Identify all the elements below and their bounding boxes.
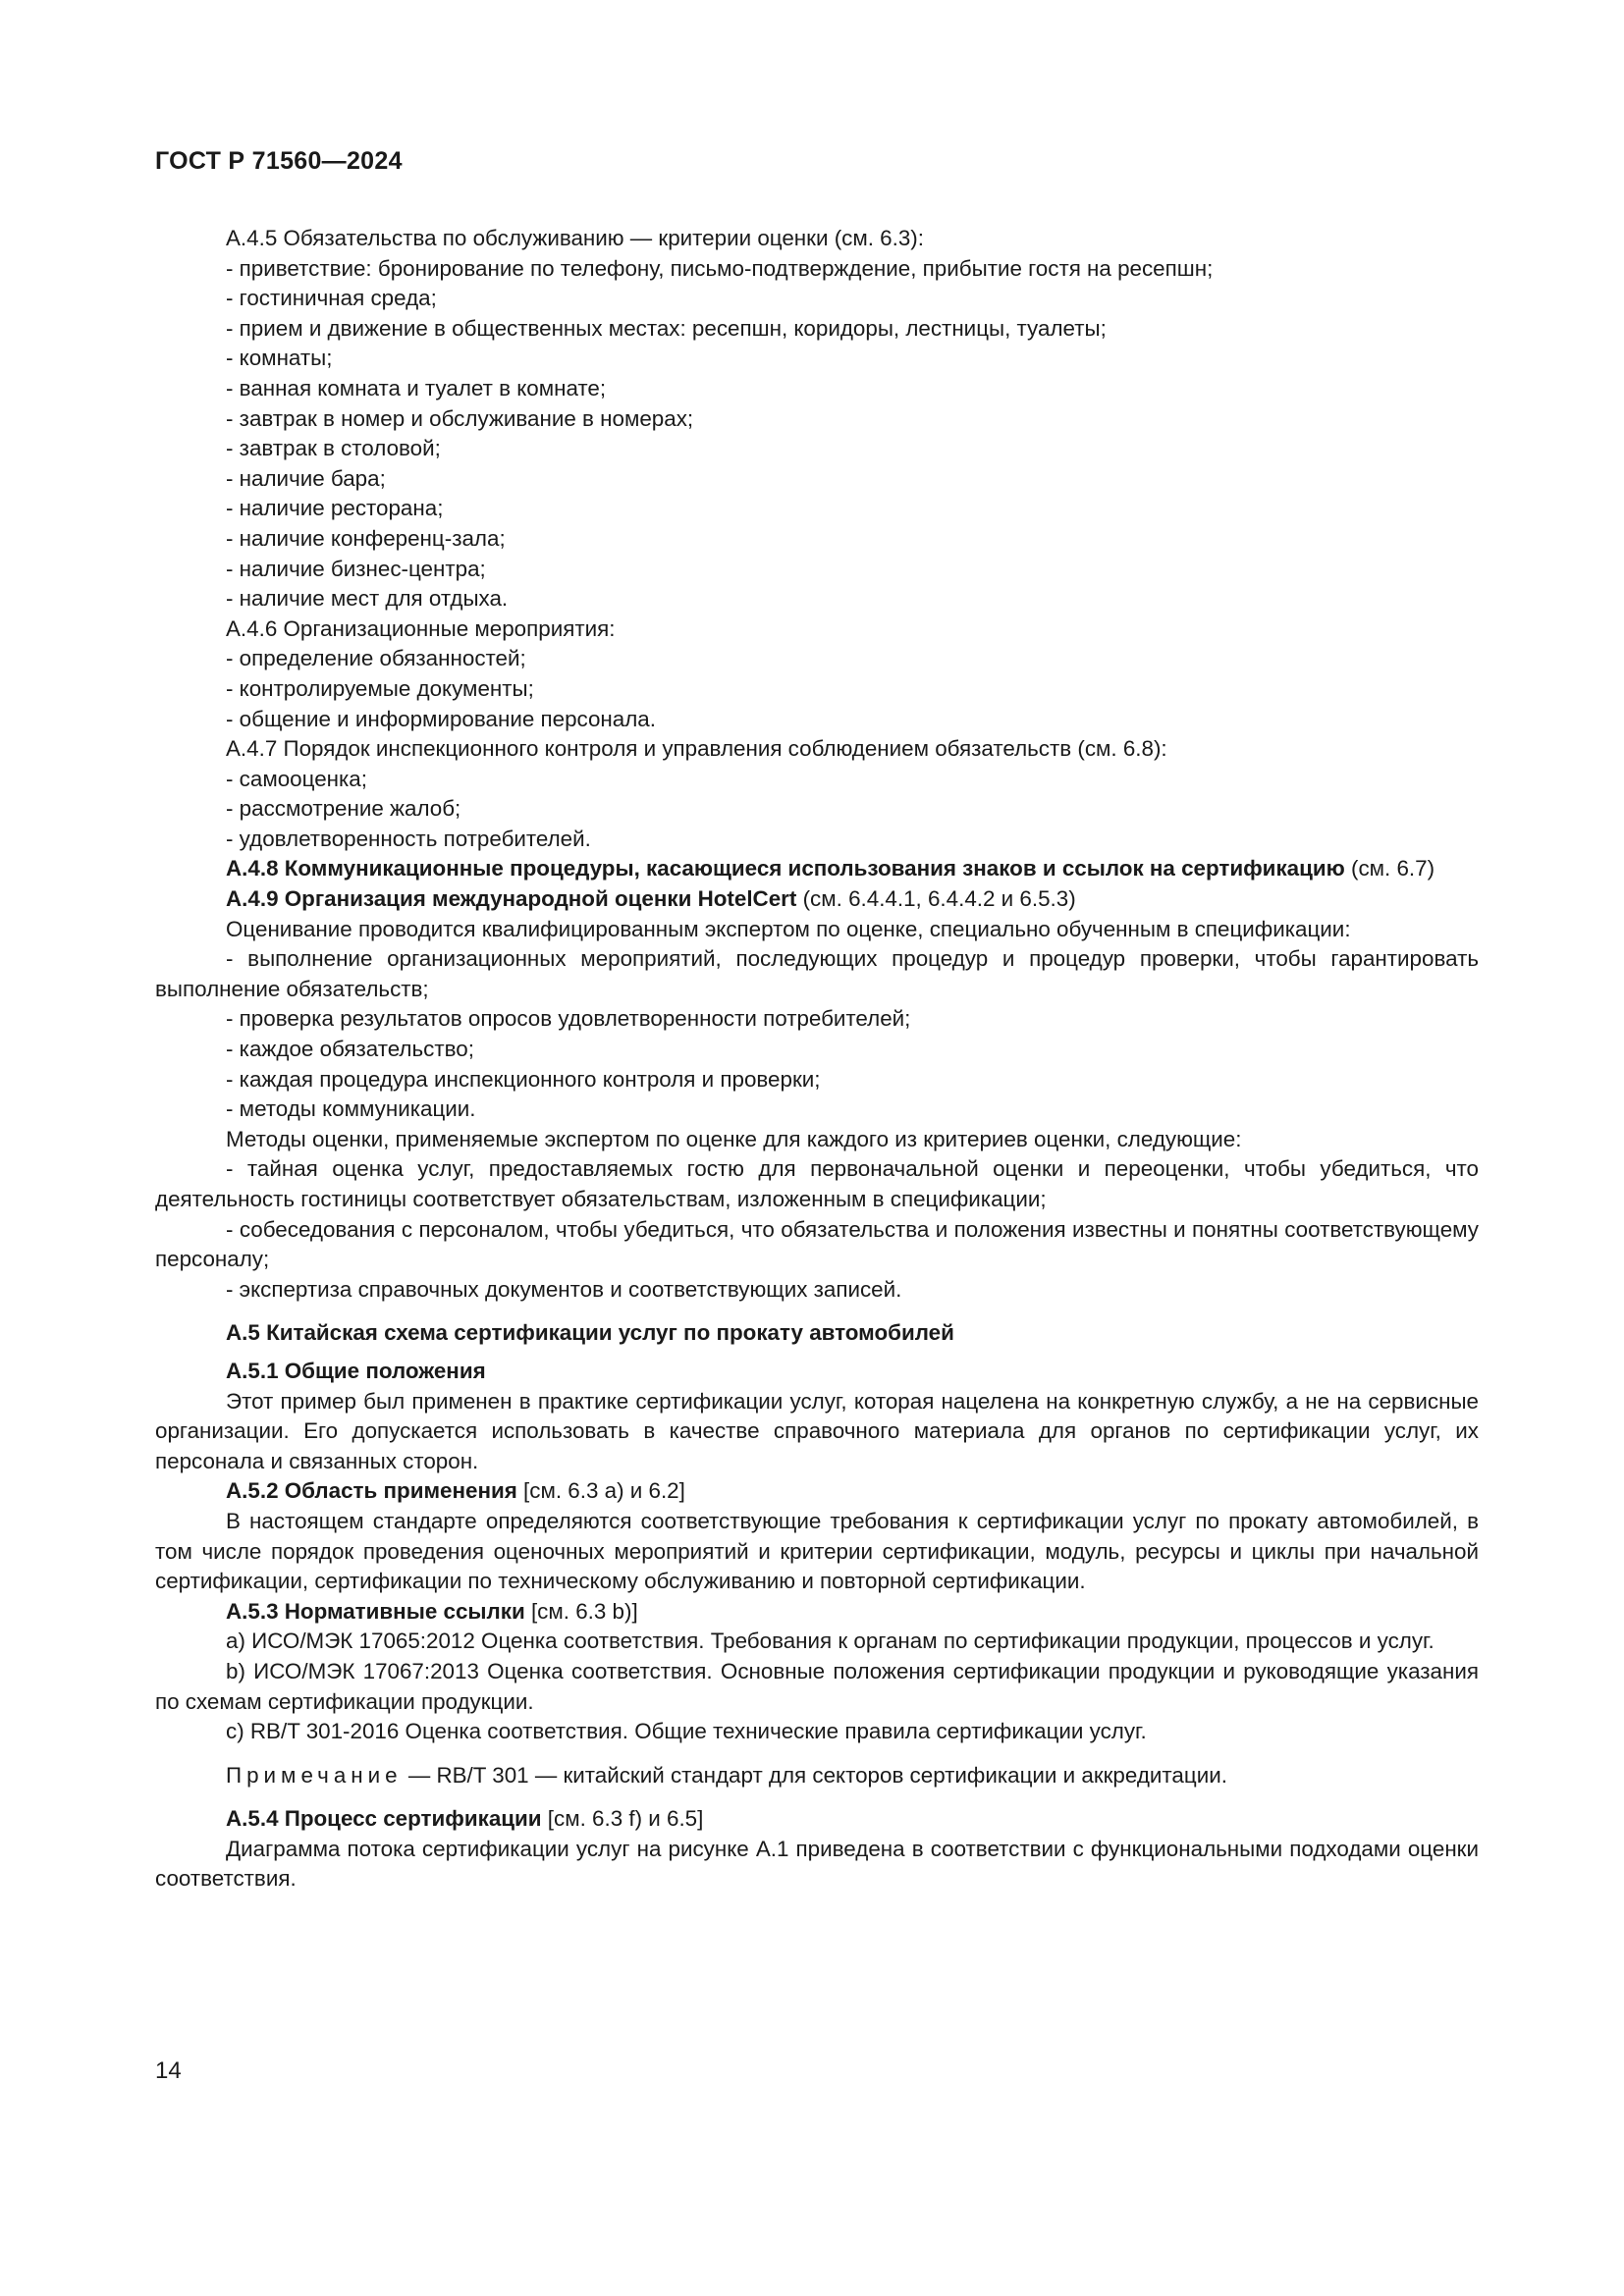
heading-reference: [см. 6.3 f) и 6.5] bbox=[541, 1806, 704, 1832]
note-label: Примечание bbox=[226, 1762, 403, 1788]
section-heading-a54 bbox=[155, 1804, 1479, 1835]
heading-bold: А.4.8 Коммуникационные процедуры, касающиеся использования знаков и ссылок на сертификацию bbox=[226, 856, 1345, 881]
list-item: - гостиничная среда; bbox=[226, 286, 437, 311]
section-heading-a51: А.5.1 Общие положения bbox=[226, 1358, 486, 1383]
list-item: - наличие конференц-зала; bbox=[226, 525, 506, 551]
list-item: - определение обязанностей; bbox=[226, 646, 526, 671]
paragraph: Оценивание проводится квалифицированным экспертом по оценке, специально обученным в спецификации: bbox=[226, 916, 1351, 941]
paragraph: В настоящем стандарте определяются соответствующие требования к сертификации услуг по прокату автомобилей, в том числе порядок проведения оценочных мероприятий и критерии сертификации, модуль, ресурсы и циклы при начальной сертификации, сертификации по техническому обслуживанию и повторной сертификации. bbox=[155, 1508, 1479, 1594]
heading-reference: [см. 6.3 b)] bbox=[524, 1598, 638, 1624]
section-heading-a5: А.5 Китайская схема сертификации услуг по прокату автомобилей bbox=[226, 1320, 954, 1346]
note bbox=[155, 1761, 1479, 1791]
section-heading-a48 bbox=[155, 854, 1479, 884]
list-item: - комнаты; bbox=[226, 346, 333, 371]
heading-reference: (см. 6.4.4.1, 6.4.4.2 и 6.5.3) bbox=[796, 886, 1076, 912]
list-item: - наличие бара; bbox=[226, 465, 386, 491]
reference-item: b) ИСО/МЭК 17067:2013 Оценка соответствия. Основные положения сертификации продукции и руководящие указания по схемам сертификации продукции. bbox=[155, 1658, 1479, 1714]
list-item: - удовлетворенность потребителей. bbox=[226, 826, 591, 851]
page-number: 14 bbox=[155, 2057, 182, 2084]
list-item: - собеседования с персоналом, чтобы убедиться, что обязательства и положения известны и понятны соответствующему персоналу; bbox=[155, 1216, 1479, 1272]
heading-bold: А.5.4 Процесс сертификации bbox=[226, 1806, 542, 1832]
section-heading-a45: А.4.5 Обязательства по обслуживанию — критерии оценки (см. 6.3): bbox=[226, 226, 924, 250]
list-item: - завтрак в номер и обслуживание в номерах; bbox=[226, 405, 694, 431]
list-item: - самооценка; bbox=[226, 766, 367, 791]
list-item: - контролируемые документы; bbox=[226, 675, 534, 701]
note-text: — RB/T 301 — китайский стандарт для секторов сертификации и аккредитации. bbox=[402, 1762, 1227, 1788]
list-item: - методы коммуникации. bbox=[226, 1096, 476, 1122]
list-item: - общение и информирование персонала. bbox=[226, 706, 656, 731]
list-item: - тайная оценка услуг, предоставляемых гостю для первоначальной оценки и переоценки, чтобы убедиться, что деятельность гостиницы соответствует обязательствам, изложенным в спецификации; bbox=[155, 1156, 1479, 1211]
list-item: - ванная комната и туалет в комнате; bbox=[226, 375, 607, 400]
list-item: - завтрак в столовой; bbox=[226, 436, 441, 461]
section-heading-a47: А.4.7 Порядок инспекционного контроля и управления соблюдением обязательств (см. 6.8): bbox=[226, 736, 1167, 762]
list-item: - приветствие: бронирование по телефону, письмо-подтверждение, прибытие гостя на ресепшн; bbox=[226, 255, 1214, 281]
page-content bbox=[155, 224, 1479, 1895]
heading-bold: А.5.2 Область применения bbox=[226, 1478, 517, 1504]
list-item: - наличие бизнес-центра; bbox=[226, 556, 486, 581]
list-item: - наличие мест для отдыха. bbox=[226, 586, 509, 612]
heading-reference: [см. 6.3 a) и 6.2] bbox=[516, 1478, 685, 1504]
reference-item: a) ИСО/МЭК 17065:2012 Оценка соответствия. Требования к органам по сертификации продукции, процессов и услуг. bbox=[226, 1629, 1435, 1654]
list-item: - каждое обязательство; bbox=[226, 1037, 474, 1062]
section-heading-a46: А.4.6 Организационные мероприятия: bbox=[226, 615, 616, 641]
paragraph: Этот пример был применен в практике сертификации услуг, которая нацелена на конкретную службу, а не на сервисные организации. Его допускается использовать в качестве справочного материала для органов по сертификации услуг, их персонала и связанных сторон. bbox=[155, 1388, 1479, 1473]
document-code: ГОСТ Р 71560—2024 bbox=[155, 147, 403, 175]
list-item: - рассмотрение жалоб; bbox=[226, 796, 461, 822]
list-item: - выполнение организационных мероприятий, последующих процедур и процедур проверки, чтобы гарантировать выполнение обязательств; bbox=[155, 946, 1479, 1001]
heading-bold: А.5.3 Нормативные ссылки bbox=[226, 1598, 525, 1624]
paragraph: Методы оценки, применяемые экспертом по оценке для каждого из критериев оценки, следующие: bbox=[226, 1126, 1242, 1151]
paragraph: Диаграмма потока сертификации услуг на рисунке А.1 приведена в соответствии с функциональными подходами оценки соответствия. bbox=[155, 1836, 1479, 1892]
reference-item: c) RB/T 301-2016 Оценка соответствия. Общие технические правила сертификации услуг. bbox=[226, 1719, 1147, 1744]
list-item: - каждая процедура инспекционного контроля и проверки; bbox=[226, 1066, 821, 1092]
list-item: - наличие ресторана; bbox=[226, 496, 444, 521]
heading-bold: А.4.9 Организация международной оценки HotelCert bbox=[226, 886, 797, 912]
section-heading-a53 bbox=[155, 1597, 1479, 1628]
list-item: - проверка результатов опросов удовлетворенности потребителей; bbox=[226, 1006, 911, 1032]
section-heading-a49 bbox=[155, 884, 1479, 915]
heading-reference: (см. 6.7) bbox=[1344, 856, 1435, 881]
list-item: - прием и движение в общественных местах: ресепшн, коридоры, лестницы, туалеты; bbox=[226, 315, 1107, 341]
section-heading-a52 bbox=[155, 1476, 1479, 1507]
list-item: - экспертиза справочных документов и соответствующих записей. bbox=[226, 1276, 902, 1302]
